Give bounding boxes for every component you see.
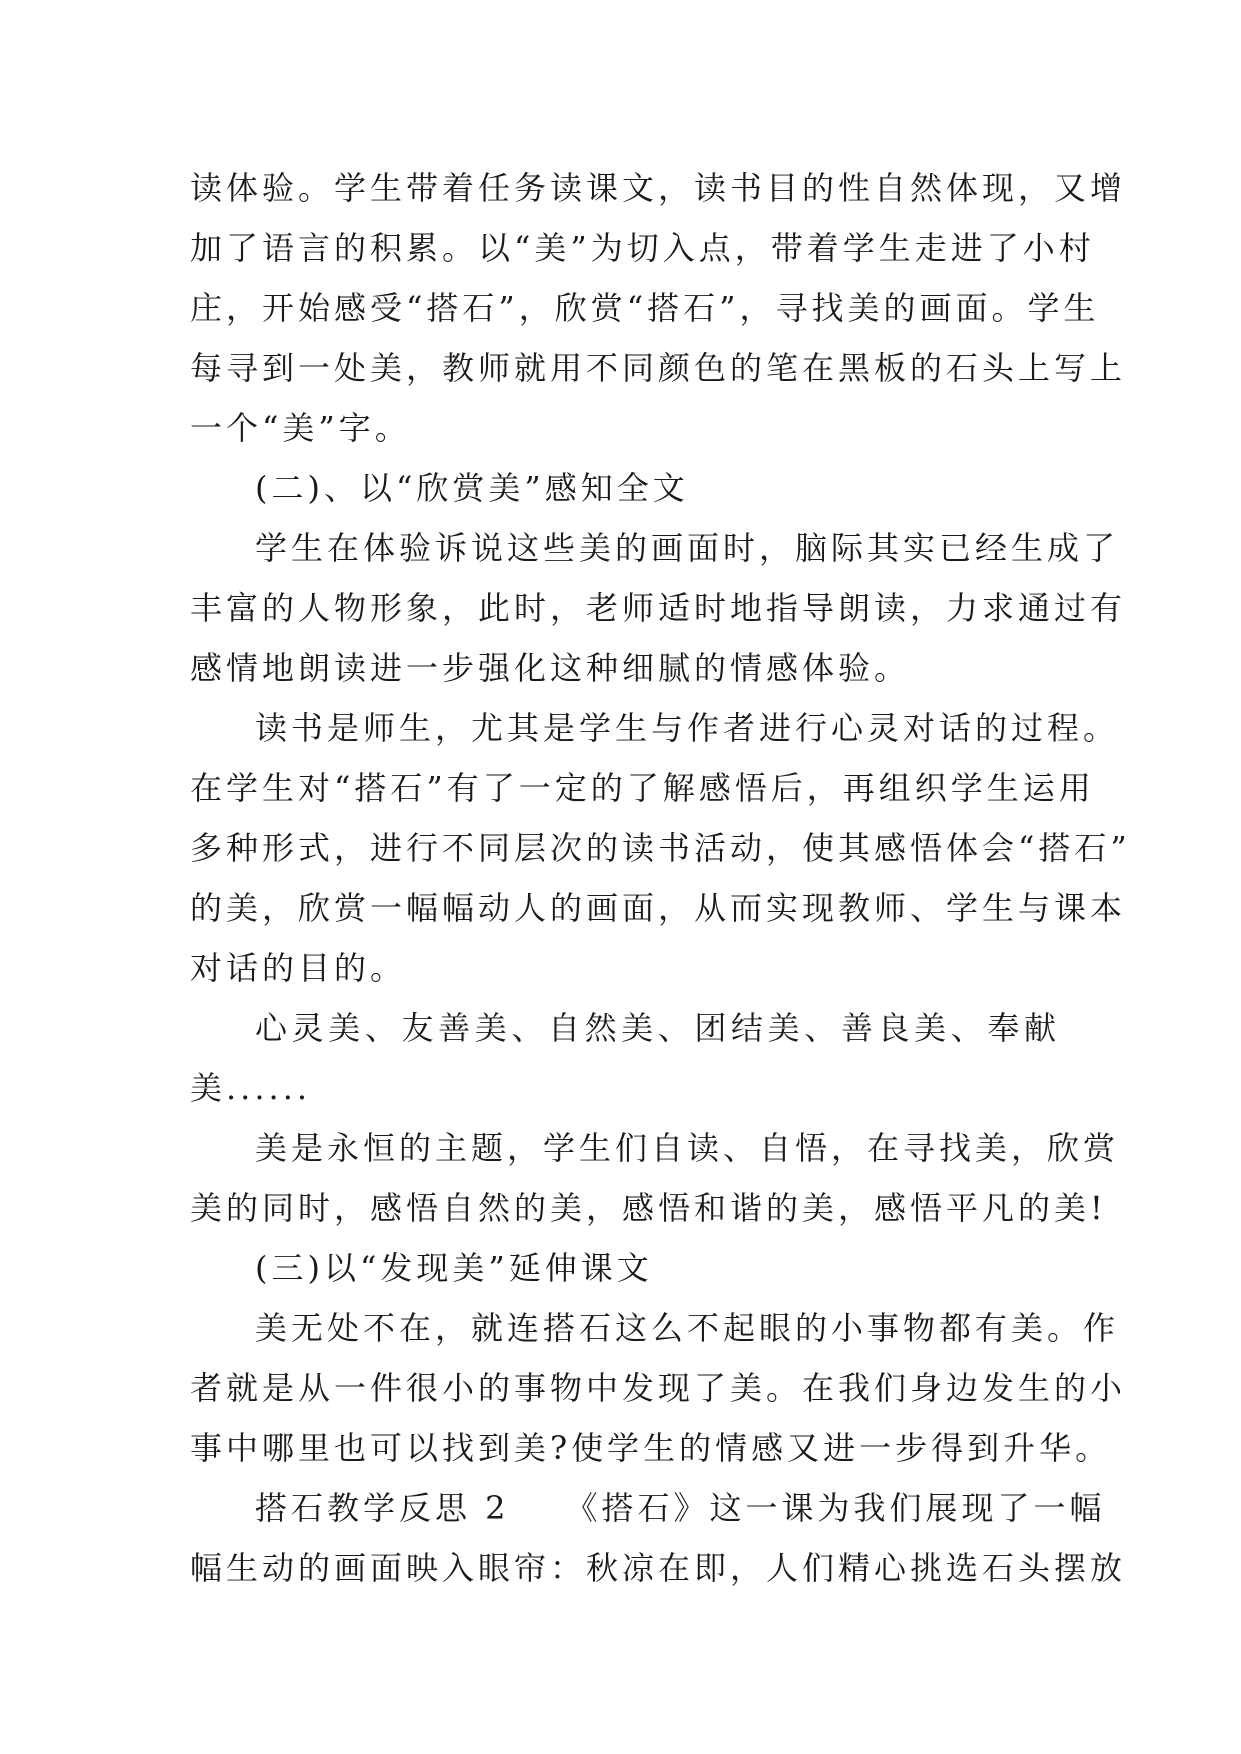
text-line: 学生在体验诉说这些美的画面时，脑际其实已经生成了 [255,529,1120,567]
text-line: 丰富的人物形象，此时，老师适时地指导朗读，力求通过有 [190,589,1127,627]
text-line: 幅生动的画面映入眼帘：秋凉在即，人们精心挑选石头摆放 [190,1549,1127,1587]
text-line: 多种形式，进行不同层次的读书活动，使其感悟体会“搭石” [190,829,1131,867]
text-line: 美无处不在，就连搭石这么不起眼的小事物都有美。作 [255,1309,1120,1347]
text-line: 心灵美、友善美、自然美、团结美、善良美、奉献 [255,1009,1060,1047]
text-line: 一个“美”字。 [190,409,411,447]
text-line: 者就是从一件很小的事物中发现了美。在我们身边发生的小 [190,1369,1127,1407]
text-line: 加了语言的积累。以“美”为切入点，带着学生走进了小村 [190,229,1095,267]
text-line: 庄，开始感受“搭石”，欣赏“搭石”，寻找美的画面。学生 [190,289,1100,327]
text-line: 美是永恒的主题，学生们自读、自悟，在寻找美，欣赏 [255,1129,1120,1167]
text-line: 对话的目的。 [190,949,407,987]
text-line: 在学生对“搭石”有了一定的了解感悟后，再组织学生运用 [190,769,1095,807]
section-heading: (三)以“发现美”延伸课文 [255,1249,653,1287]
text-line: 的美，欣赏一幅幅动人的画面，从而实现教师、学生与课本 [190,889,1127,927]
text-line: 感情地朗读进一步强化这种细腻的情感体验。 [190,649,911,687]
text-line: 读体验。学生带着任务读课文，读书目的性自然体现，又增 [190,169,1127,207]
text-line: 美...... [190,1069,312,1107]
text-line: 事中哪里也可以找到美?使学生的情感又进一步得到升华。 [190,1429,1112,1467]
text-line: 美的同时，感悟自然的美，感悟和谐的美，感悟平凡的美! [190,1189,1107,1227]
section-heading: (二)、以“欣赏美”感知全文 [255,469,689,507]
text-line: 读书是师生，尤其是学生与作者进行心灵对话的过程。 [255,709,1120,747]
text-line: 搭石教学反思 2 《搭石》这一课为我们展现了一幅 [255,1489,1106,1527]
text-line: 每寻到一处美，教师就用不同颜色的笔在黑板的石头上写上 [190,349,1127,387]
